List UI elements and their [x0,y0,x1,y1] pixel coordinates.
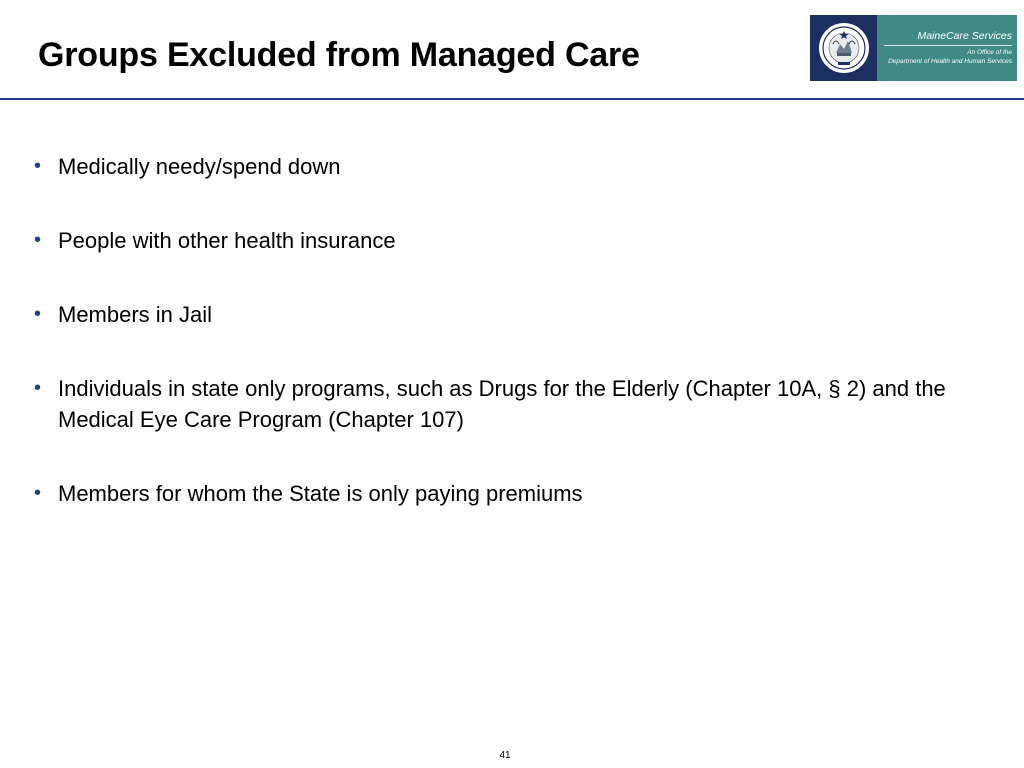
bullet-item [34,151,964,182]
logo-text [877,15,1017,81]
logo-subtitle-line2: Department of Health and Human Services [888,57,1012,65]
bullet-text: Individuals in state only programs, such as Drugs for the Elderly (Chapter 10A, § 2) and the Medical Eye Care Program (Chapter 107) [58,376,946,432]
bullet-icon: • [34,155,42,177]
bullet-icon: • [34,303,42,325]
bullet-list [34,151,964,552]
bullet-text: People with other health insurance [58,228,396,253]
bullet-item [34,299,964,330]
bullet-icon: • [34,482,42,504]
logo-divider [884,45,1012,46]
title-divider [0,98,1024,100]
bullet-item [34,478,964,509]
seal-graphic [818,22,870,74]
bullet-text: Members for whom the State is only paying premiums [58,481,583,506]
bullet-icon: • [34,229,42,251]
slide-title: Groups Excluded from Managed Care [38,36,640,74]
bullet-icon: • [34,377,42,399]
bullet-item [34,373,964,435]
bullet-text: Members in Jail [58,302,213,327]
bullet-text: Medically needy/spend down [58,154,341,179]
mainecare-logo [810,15,1017,81]
logo-subtitle-line1: An Office of the [967,49,1012,56]
state-seal-icon [810,15,877,81]
bullet-item [34,225,964,256]
page-number: 41 [499,750,511,761]
logo-name: MaineCare Services [917,30,1012,42]
